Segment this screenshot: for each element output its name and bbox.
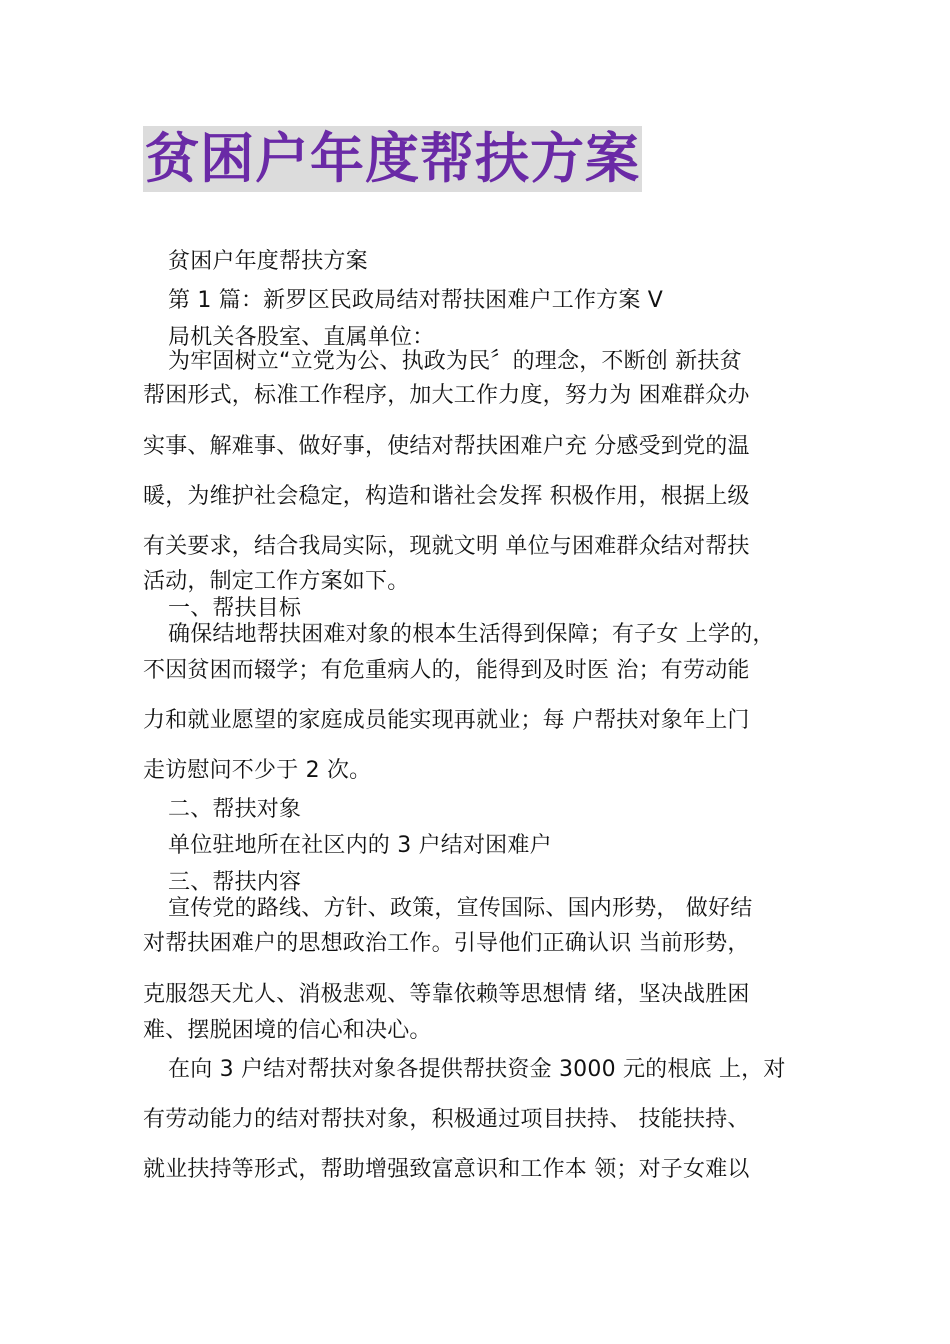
text-line: 在向 3 户结对帮扶对象各提供帮扶资金 3000 元的根底 上，对 bbox=[168, 1057, 786, 1082]
text-line: 活动，制定工作方案如下。 bbox=[143, 569, 410, 594]
section-heading: 三、帮扶内容 bbox=[168, 870, 302, 895]
text-line: 为牢固树立“立党为公、执政为民〞的理念，不断创 新扶贫 bbox=[168, 349, 742, 374]
text-line: 有劳动能力的结对帮扶对象，积极通过项目扶持、 技能扶持、 bbox=[143, 1107, 750, 1132]
text-line: 宣传党的路线、方针、政策，宣传国际、国内形势， 做好结 bbox=[168, 896, 753, 921]
section-heading: 二、帮扶对象 bbox=[168, 797, 302, 822]
text-line: 贫困户年度帮扶方案 bbox=[168, 249, 368, 274]
text-line: 难、摆脱困境的信心和决心。 bbox=[143, 1018, 432, 1043]
section-heading: 一、帮扶目标 bbox=[168, 596, 302, 621]
text-line: 就业扶持等形式，帮助增强致富意识和工作本 领；对子女难以 bbox=[143, 1157, 750, 1182]
text-line: 有关要求，结合我局实际，现就文明 单位与困难群众结对帮扶 bbox=[143, 534, 750, 559]
text-line: 单位驻地所在社区内的 3 户结对困难户 bbox=[168, 833, 552, 858]
text-line: 帮困形式，标准工作程序，加大工作力度，努力为 困难群众办 bbox=[143, 383, 750, 408]
text-line: 走访慰问不少于 2 次。 bbox=[143, 758, 372, 783]
text-line: 暖，为维护社会稳定，构造和谐社会发挥 积极作用，根据上级 bbox=[143, 484, 750, 509]
text-line: 不因贫困而辍学；有危重病人的，能得到及时医 治；有劳动能 bbox=[143, 658, 750, 683]
text-line: 克服怨天尤人、消极悲观、等靠依赖等思想情 绪，坚决战胜困 bbox=[143, 982, 750, 1007]
text-line: 实事、解难事、做好事，使结对帮扶困难户充 分感受到党的温 bbox=[143, 434, 750, 459]
page-title: 贫困户年度帮扶方案 bbox=[145, 127, 640, 190]
text-line: 确保结地帮扶困难对象的根本生活得到保障；有子女 上学的， bbox=[168, 622, 775, 647]
text-line: 局机关各股室、直属单位： bbox=[168, 325, 435, 350]
text-line: 对帮扶困难户的思想政治工作。引导他们正确认识 当前形势， bbox=[143, 931, 750, 956]
text-line: 第 1 篇：新罗区民政局结对帮扶困难户工作方案 V bbox=[168, 288, 664, 313]
text-line: 力和就业愿望的家庭成员能实现再就业；每 户帮扶对象年上门 bbox=[143, 708, 750, 733]
